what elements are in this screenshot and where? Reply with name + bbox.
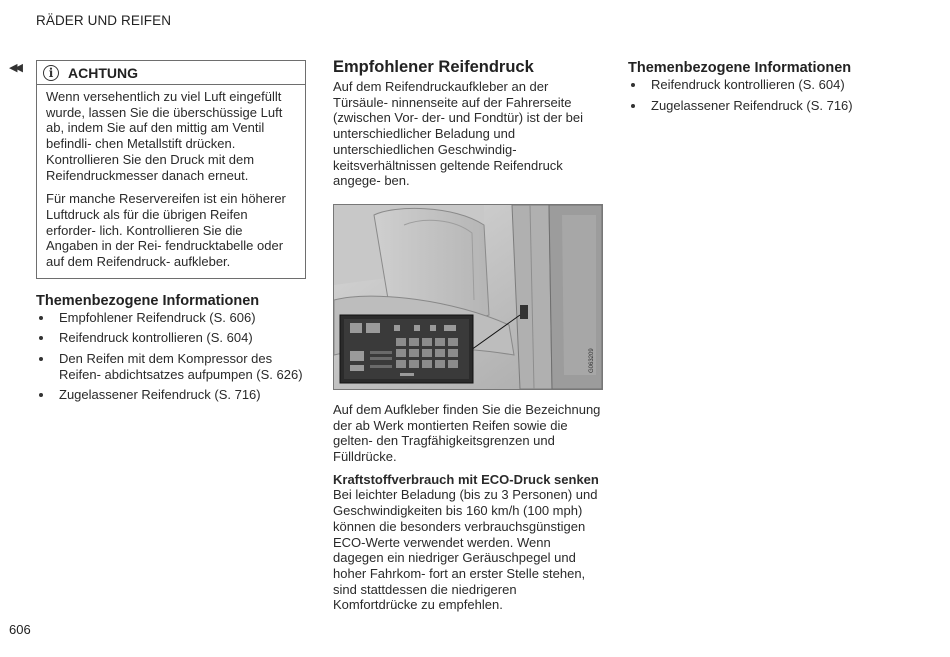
info-circle-icon: i [43, 65, 59, 81]
warning-header [37, 61, 305, 85]
related-info-heading: Themenbezogene Informationen [628, 60, 852, 76]
related-link[interactable]: Zugelassener Reifendruck (S. 716) [628, 98, 898, 114]
section-header: RÄDER UND REIFEN [36, 13, 172, 28]
right-column [628, 59, 898, 118]
related-link[interactable]: Zugelassener Reifendruck (S. 716) [36, 387, 306, 403]
tire-pressure-label-figure [333, 204, 603, 390]
related-info-list [628, 77, 898, 114]
figure-code: G063209 [589, 348, 595, 373]
middle-column [333, 58, 603, 613]
left-column [36, 60, 306, 408]
section-title: Empfohlener Reifendruck [333, 58, 534, 76]
eco-paragraph: Bei leichter Beladung (bis zu 3 Personen) und Geschwindigkeiten bis 160 km/h (100 mph) können die besonders verbrauchsgünstigen ECO-Werte verwendet werden. Wenn dagegen ein niedriger Geräuschpegel und hoher Fahrkom- fort an erster Stelle stehen, sind stattdessen die niedrigeren Komfortdrücke zu empfehlen. [333, 487, 598, 613]
warning-body [37, 85, 305, 278]
warning-paragraph: Wenn versehentlich zu viel Luft eingefüllt wurde, lassen Sie die überschüssige Luft ab, indem Sie auf den mittig am Ventil befindli- chen Metallstift drücken. Kontrollieren Sie den Druck mit dem Reifendruckmesser danach erneut. [46, 89, 283, 183]
warning-title: ACHTUNG [68, 64, 138, 81]
page-number: 606 [9, 622, 31, 637]
related-info-list [36, 310, 306, 404]
car-interior-illustration [334, 205, 602, 389]
related-link[interactable]: Reifendruck kontrollieren (S. 604) [628, 77, 898, 93]
figure-caption: Auf dem Aufkleber finden Sie die Bezeichnung der ab Werk montierten Reifen sowie die gelten- den Tragfähigkeitsgrenzen und Fülldrücke. [333, 401, 601, 465]
related-link[interactable]: Empfohlener Reifendruck (S. 606) [36, 310, 306, 326]
intro-paragraph: Auf dem Reifendruckaufkleber an der Türsäule- ninnenseite auf der Fahrerseite (zwischen Vor- der- und Fondtür) ist der bei unterschiedlicher Beladung und unterschiedlichen Geschwindig- keitsverhältnissen geltende Reifendruck angege- ben. [333, 79, 583, 189]
warning-paragraph: Für manche Reservereifen ist ein höherer Luftdruck als für die übrigen Reifen erforder- lich. Kontrollieren Sie die Angaben in der Rei- fendrucktabelle oder auf dem Reifendruck- aufkleber. [46, 191, 286, 270]
related-link[interactable]: Den Reifen mit dem Kompressor des Reifen- abdichtsatzes aufpumpen (S. 626) [36, 351, 306, 383]
eco-heading: Kraftstoffverbrauch mit ECO-Druck senken [333, 471, 599, 487]
related-info-heading: Themenbezogene Informationen [36, 292, 260, 309]
related-link[interactable]: Reifendruck kontrollieren (S. 604) [36, 330, 306, 346]
warning-box [36, 60, 306, 279]
continued-from-previous-icon: ◀◀ [9, 62, 20, 74]
